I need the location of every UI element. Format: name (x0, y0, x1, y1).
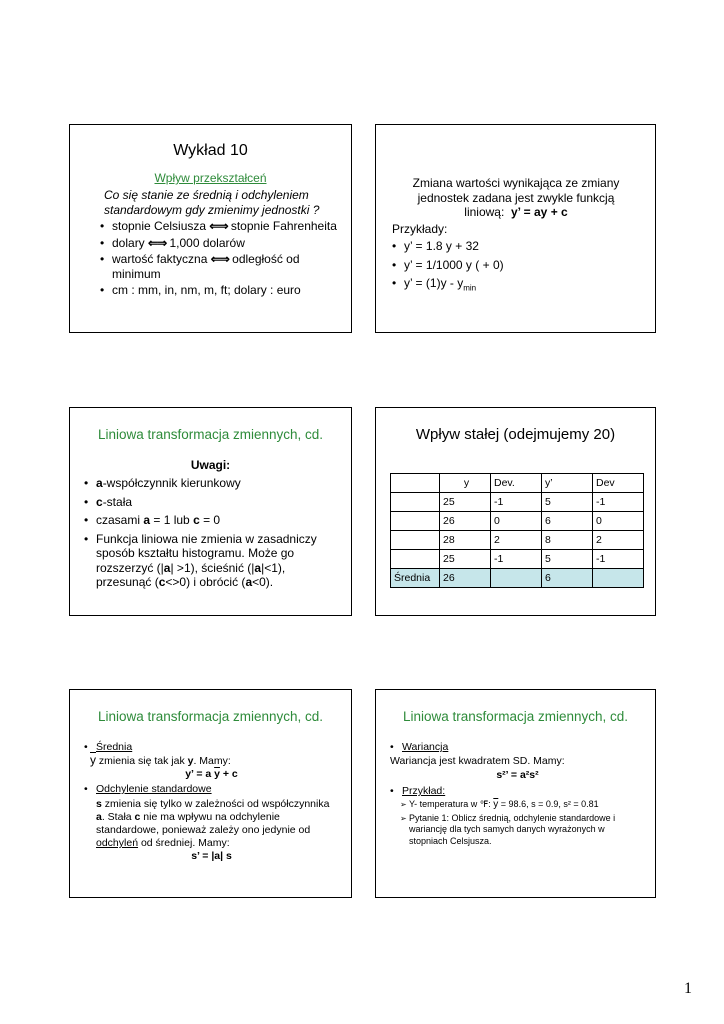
table-cell: 5 (542, 550, 593, 569)
table-row (391, 512, 644, 531)
slide-title: Liniowa transformacja zmiennych, cd. (402, 709, 629, 724)
table-cell: -1 (593, 493, 644, 512)
mean-section (84, 741, 339, 863)
list-item: • y’ = $(1)y - y_{min}$ (392, 276, 642, 296)
example-list (390, 785, 645, 798)
table-cell: 26 (440, 512, 491, 531)
table-cell: 25 (440, 493, 491, 512)
double-arrow-icon: ⇐⇒ (148, 235, 167, 250)
table-cell (391, 512, 440, 531)
sd-formula: s’ = |a| s (191, 850, 232, 862)
slide-wyklad-10 (69, 124, 352, 333)
slide-variance (375, 689, 656, 898)
list-item: • y’ = 1.8 y + 32 (392, 239, 642, 254)
variance-section (390, 741, 645, 847)
table-cell: 2 (593, 531, 644, 550)
page-number: 1 (684, 980, 692, 997)
table-cell: 0 (491, 512, 542, 531)
list-item: • Funkcja liniowa nie zmienia w zasadniczy sposób kształtu histogramu. Może go rozszerzyć (|a| >1), ścieśnić (|a|<1), przesunąć (c<>0) i obrócić (a<0). (84, 532, 339, 590)
table-cell: 25 (440, 550, 491, 569)
list-item: • czasami a = 1 lub c = 0 (84, 513, 339, 528)
table-cell: -1 (593, 550, 644, 569)
table-cell: -1 (491, 550, 542, 569)
variance-formula: s²’ = a²s² (496, 769, 539, 781)
table-cell: 8 (542, 531, 593, 550)
list-item: • stopnie Celsiusza ⇐⇒ stopnie Fahrenheita (100, 219, 345, 234)
double-arrow-icon: ⇐⇒ (210, 252, 229, 266)
variance-list (390, 741, 645, 754)
slide-constant-effect (375, 407, 656, 616)
list-item: • y’ = 1/1000 y ( + 0) (392, 258, 642, 273)
slide-title: Liniowa transformacja zmiennych, cd. (97, 427, 324, 442)
list-item: • Wariancja (390, 741, 645, 754)
intro-text: Zmiana wartości wynikająca ze zmiany jednostek zadana jest zwykle funkcją liniową: y’ = ay + c (412, 176, 620, 219)
subtitle-text: Wpływ przekształceń (154, 171, 267, 185)
mean-text: $\overline{y}$ zmienia się tak jak y. Mamy: (90, 753, 231, 767)
uwagi-heading: Uwagi: (190, 458, 231, 472)
table-cell (391, 550, 440, 569)
list-item: • a-współczynnik kierunkowy (84, 476, 339, 491)
list-item: • Średnia (84, 741, 339, 754)
mean-formula: y’ = a $\overline{y} + c$ (185, 768, 238, 780)
table-cell: Średnia (391, 569, 440, 588)
table-row (391, 550, 644, 569)
table-header-cell: y’ (542, 474, 593, 493)
table-row-mean (391, 569, 644, 588)
slide-title: Liniowa transformacja zmiennych, cd. (97, 709, 324, 724)
table-cell (391, 531, 440, 550)
list-item: • Przykład: (390, 785, 645, 798)
table-row (391, 493, 644, 512)
list-item: ➢ Y- temperatura w ℉: $\overline{y} = 98.6$, s = 0.9, s² = 0.81 (400, 799, 645, 811)
list-item: • cm : mm, in, nm, m, ft; dolary : euro (100, 283, 345, 298)
table-cell: 6 (542, 569, 593, 588)
double-arrow-icon: ⇐⇒ (209, 219, 228, 233)
table-cell: 28 (440, 531, 491, 550)
slide-mean-and-sd (69, 689, 352, 898)
table-header-cell (391, 474, 440, 493)
list-item: • c-stała (84, 495, 339, 510)
table-cell: -1 (491, 493, 542, 512)
table-cell (593, 569, 644, 588)
table-cell (391, 493, 440, 512)
sd-text: s zmienia się tylko w zależności od współczynnika a. Stała c nie ma wpływu na odchylenie standardowe, ponieważ zależy ono jedynie od odchyleń od średniej. Mamy: (96, 798, 330, 849)
sd-list (84, 783, 339, 796)
slide-title: Wpływ stałej (odejmujemy 20) (415, 426, 616, 443)
variance-text: Wariancja jest kwadratem SD. Mamy: (390, 755, 565, 767)
table-header-cell: Dev (593, 474, 644, 493)
slide-title: Wykład 10 (173, 142, 248, 159)
examples-label: Przykłady: (392, 222, 448, 236)
list-item: • dolary ⇐⇒ 1,000 dolarów (100, 236, 345, 251)
mean-list (84, 741, 339, 754)
formula: y’ = ay + c (510, 205, 568, 219)
list-item: • wartość faktyczna ⇐⇒ odległość od minimum (100, 252, 345, 281)
table-cell: 2 (491, 531, 542, 550)
slide-linear-function (375, 124, 656, 333)
example-sublist (400, 799, 645, 847)
list-item: • Odchylenie standardowe (84, 783, 339, 796)
notes-list (84, 476, 339, 590)
table-cell: 6 (542, 512, 593, 531)
table-header-cell: Dev. (491, 474, 542, 493)
table-row (391, 531, 644, 550)
table-cell (491, 569, 542, 588)
slide-linear-transformation-notes (69, 407, 352, 616)
table-header-row (391, 474, 644, 493)
data-table (390, 473, 644, 588)
table-header-cell: y (440, 474, 491, 493)
units-list (100, 219, 345, 298)
slide-subtitle (70, 171, 351, 185)
table-cell: 26 (440, 569, 491, 588)
table-cell: 5 (542, 493, 593, 512)
table-cell: 0 (593, 512, 644, 531)
list-item: ➢ Pytanie 1: Oblicz średnią, odchylenie standardowe i wariancję dla tych samych danych wyrażonych w stopniach Celsjusza. (400, 813, 645, 848)
examples-list (392, 239, 642, 296)
question-text: Co się stanie ze średnią i odchyleniem standardowym gdy zmienimy jednostki ? (104, 188, 320, 217)
